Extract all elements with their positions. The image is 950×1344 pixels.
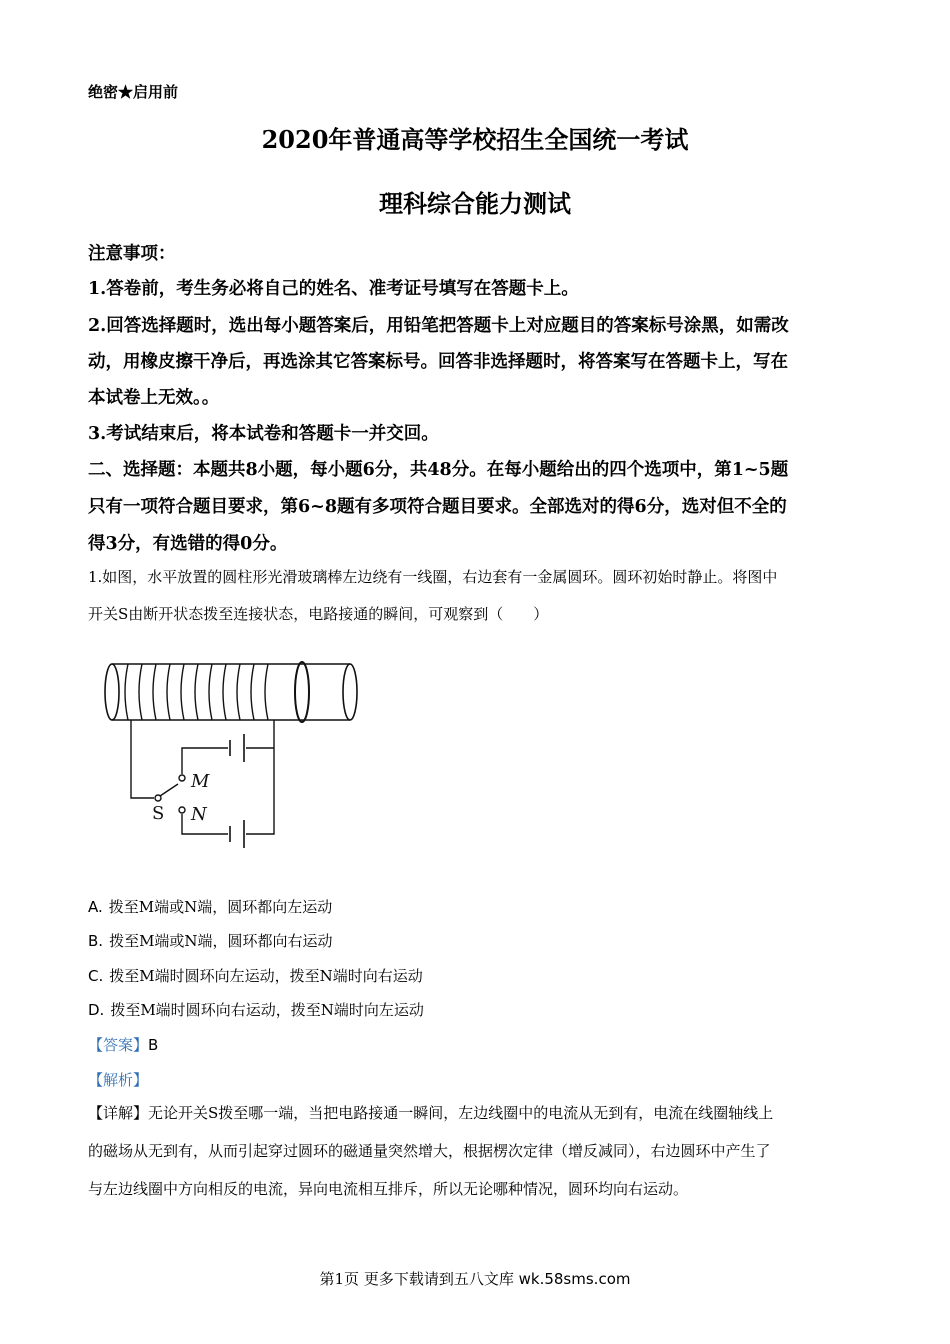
option-text: 拨至M端或N端，圆环都向左运动 xyxy=(108,898,333,916)
footer-page-text: 第1页 更多下载请到五八文库 xyxy=(319,1270,514,1288)
option-text: 拨至M端或N端，圆环都向右运动 xyxy=(109,932,333,950)
terminal-n xyxy=(179,807,185,813)
coil-turn xyxy=(139,664,142,720)
coil-turn xyxy=(251,664,254,720)
detail-line-1 xyxy=(88,1102,773,1123)
coil-turn xyxy=(265,664,268,720)
coil-turn xyxy=(223,664,226,720)
coil-turn xyxy=(237,664,240,720)
label-n: N xyxy=(191,804,207,825)
page-footer xyxy=(0,1268,950,1289)
note-line: 动，用橡皮擦干净后，再选涂其它答案标号。回答非选择题时，将答案写在答题卡上，写在 xyxy=(88,352,788,372)
section-instruction-line: 只有一项符合题目要求，第6~8题有多项符合题目要求。全部选对的得6分，选对但不全的 xyxy=(88,497,787,517)
note-line: 1.答卷前，考生务必将自己的姓名、准考证号填写在答题卡上。 xyxy=(88,279,579,299)
note-line: 3.考试结束后，将本试卷和答题卡一并交回。 xyxy=(88,424,439,444)
footer-site-link[interactable]: wk.58sms.com xyxy=(518,1270,631,1288)
switch-blade xyxy=(160,784,178,796)
coil-turn xyxy=(195,664,198,720)
option-label: D. xyxy=(88,1001,105,1019)
option-label: A. xyxy=(88,898,103,916)
exam-title: 2020年普通高等学校招生全国统一考试 xyxy=(261,125,689,154)
option-label: B. xyxy=(88,932,104,950)
notes-heading: 注意事项： xyxy=(88,244,176,264)
answer-value: B xyxy=(148,1036,159,1054)
coil-turn xyxy=(153,664,156,720)
battery-top xyxy=(230,734,244,762)
label-m: M xyxy=(191,771,210,792)
detail-tag: 【详解】 xyxy=(88,1104,149,1122)
circuit-diagram xyxy=(98,656,368,856)
question-stem-line: 开关S由断开状态拨至连接状态，电路接通的瞬间，可观察到（ ） xyxy=(88,605,549,623)
rod-left-end xyxy=(105,664,119,720)
option-b xyxy=(88,930,333,951)
glass-rod xyxy=(105,664,357,720)
option-d xyxy=(88,999,424,1020)
option-c xyxy=(88,965,423,986)
option-text: 拨至M端时圆环向右运动，拨至N端时向左运动 xyxy=(110,1001,424,1019)
analysis-tag: 【解析】 xyxy=(88,1071,149,1089)
secret-label: 绝密★启用前 xyxy=(88,83,179,101)
detail-line-3: 与左边线圈中方向相反的电流，异向电流相互排斥，所以无论哪种情况，圆环均向右运动。 xyxy=(88,1180,689,1198)
battery-bottom xyxy=(230,820,244,848)
detail-line-2: 的磁场从无到有，从而引起穿过圆环的磁通量突然增大，根据楞次定律（增反减同），右边圆环中产生了 xyxy=(88,1142,771,1160)
coil-turn xyxy=(167,664,170,720)
exam-subtitle: 理科综合能力测试 xyxy=(379,189,571,218)
note-line: 本试卷上无效。。 xyxy=(88,388,220,408)
wire-right xyxy=(246,720,274,834)
option-text: 拨至M端时圆环向左运动，拨至N端时向右运动 xyxy=(109,967,423,985)
answer-tag: 【答案】 xyxy=(88,1036,149,1054)
question-stem-line: 1.如图，水平放置的圆柱形光滑玻璃棒左边绕有一线圈，右边套有一金属圆环。圆环初始时静止。将图中 xyxy=(88,568,778,586)
section-instruction-line: 二、选择题：本题共8小题，每小题6分，共48分。在每小题给出的四个选项中，第1~5题 xyxy=(88,460,789,480)
label-s: S xyxy=(152,803,165,824)
terminal-m xyxy=(179,775,185,781)
metal-ring xyxy=(295,662,309,722)
answer-row xyxy=(88,1034,158,1055)
coil-windings xyxy=(125,664,268,720)
rod-right-end xyxy=(343,664,357,720)
section-instruction-line: 得3分，有选错的得0分。 xyxy=(88,534,288,554)
note-line: 2.回答选择题时，选出每小题答案后，用铅笔把答题卡上对应题目的答案标号涂黑，如需改 xyxy=(88,316,789,336)
coil-turn xyxy=(209,664,212,720)
wire-left xyxy=(131,720,154,798)
coil-turn xyxy=(125,664,128,720)
detail-text: 无论开关S拨至哪一端，当把电路接通一瞬间，左边线圈中的电流从无到有，电流在线圈轴线上 xyxy=(148,1104,774,1122)
option-label: C. xyxy=(88,967,104,985)
option-a xyxy=(88,896,332,917)
coil-turn xyxy=(181,664,184,720)
